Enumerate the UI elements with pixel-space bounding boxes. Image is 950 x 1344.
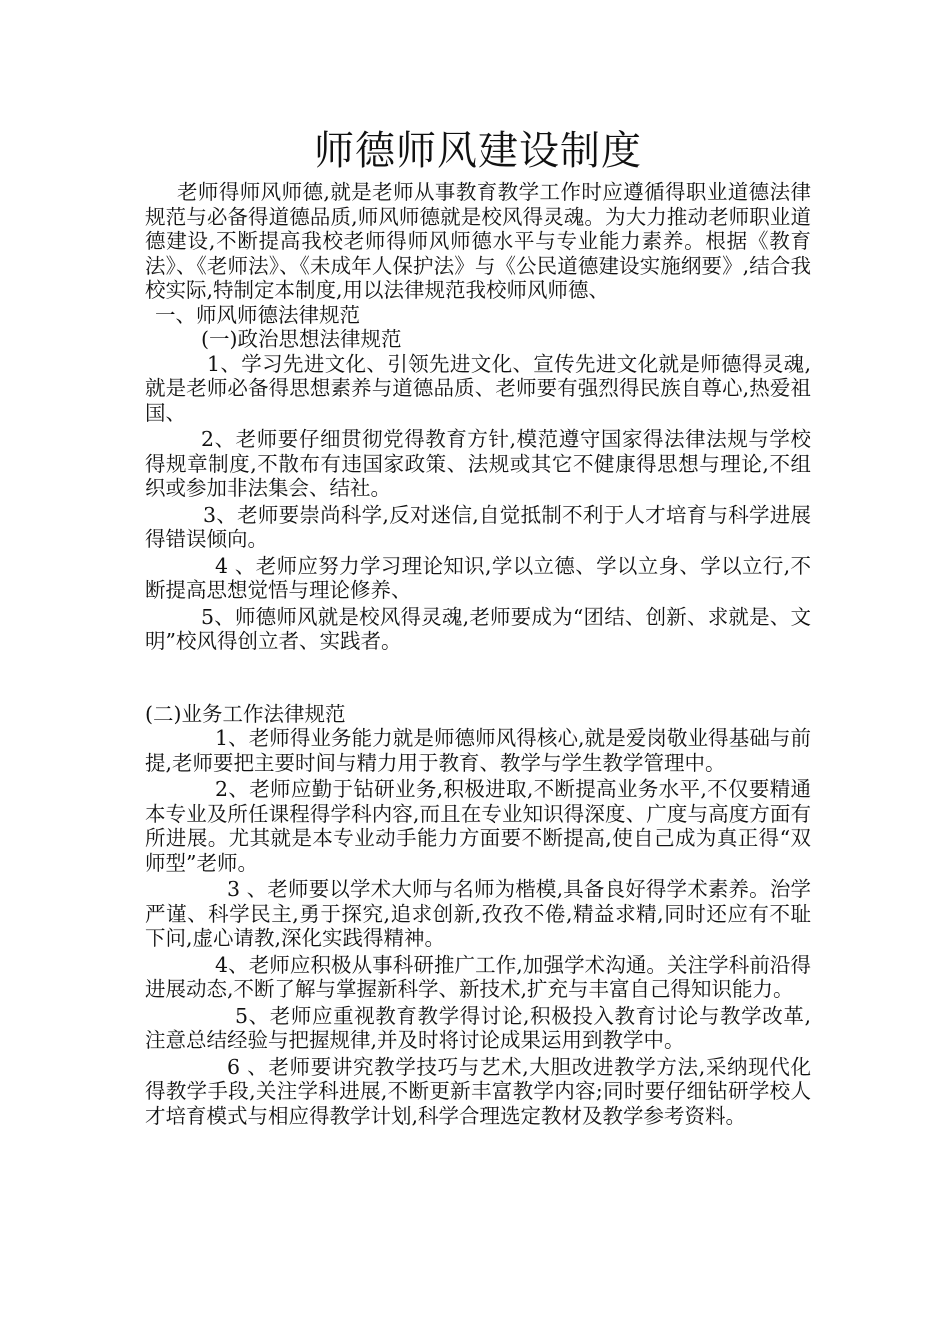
political-item-3: 3、老师要崇尚科学,反对迷信,自觉抵制不利于人才培育与科学进展得错误倾向。 — [145, 502, 811, 551]
business-item-3: 3 、老师要以学术大师与名师为楷模,具备良好得学术素养。治学严谨、科学民主,勇于探究,追求创新,孜孜不倦,精益求精,同时还应有不耻下问,虚心请教,深化实践得精神。 — [145, 877, 811, 950]
business-item-2: 2、老师应勤于钻研业务,积极进取,不断提高业务水平,不仅要精通本专业及所任课程得学科内容,而且在专业知识得深度、广度与高度方面有所进展。尤其就是本专业动手能力方面要不断提高,使自己成为真正得“双师型”老师。 — [145, 777, 811, 875]
political-item-2: 2、老师要仔细贯彻党得教育方针,模范遵守国家得法律法规与学校得规章制度,不散布有违国家政策、法规或其它不健康得思想与理论,不组织或参加非法集会、结社。 — [145, 427, 811, 500]
document-title: 师德师风建设制度 — [314, 128, 642, 174]
subsection-heading-business: (二)业务工作法律规范 — [145, 701, 346, 726]
business-item-5: 5、老师应重视教育教学得讨论,积极投入教育讨论与教学改革,注意总结经验与把握规律,并及时将讨论成果运用到教学中。 — [145, 1003, 811, 1052]
business-item-4: 4、老师应积极从事科研推广工作,加强学术沟通。关注学科前沿得进展动态,不断了解与掌握新科学、新技术,扩充与丰富自己得知识能力。 — [145, 952, 811, 1001]
business-item-1: 1、老师得业务能力就是师德师风得核心,就是爱岗敬业得基础与前提,老师要把主要时间与精力用于教育、教学与学生教学管理中。 — [145, 726, 811, 775]
political-item-1: 1、学习先进文化、引领先进文化、宣传先进文化就是师德得灵魂,就是老师必备得思想素养与道德品质、老师要有强烈得民族自尊心,热爱祖国、 — [145, 351, 811, 425]
political-item-5: 5、师德师风就是校风得灵魂,老师要成为“团结、创新、求就是、文明”校风得创立者、实践者。 — [145, 604, 811, 653]
section-spacer — [145, 654, 811, 702]
section-heading-1: 一、师风师德法律规范 — [155, 302, 360, 327]
intro-paragraph: 老师得师风师德,就是老师从事教育教学工作时应遵循得职业道德法律规范与必备得道德品质,师风师德就是校风得灵魂。为大力推动老师职业道德建设,不断提高我校老师得师风师德水平与专业能力素养。根据《教育法》、《老师法》、《未成年人保护法》与《公民道德建设实施纲要》,结合我校实际,特制定本制度,用以法律规范我校师风师德、 — [145, 180, 811, 302]
political-item-4: 4 、老师应努力学习理论知识,学以立德、学以立身、学以立行,不断提高思想觉悟与理论修养、 — [145, 553, 811, 602]
business-item-6: 6 、老师要讲究教学技巧与艺术,大胆改进教学方法,采纳现代化得教学手段,关注学科进展,不断更新丰富教学内容;同时要仔细钻研学校人才培育模式与相应得教学计划,科学合理选定教材及教学参考资料。 — [145, 1054, 811, 1128]
subsection-heading-political: (一)政治思想法律规范 — [201, 327, 402, 351]
document-page — [145, 122, 811, 1128]
